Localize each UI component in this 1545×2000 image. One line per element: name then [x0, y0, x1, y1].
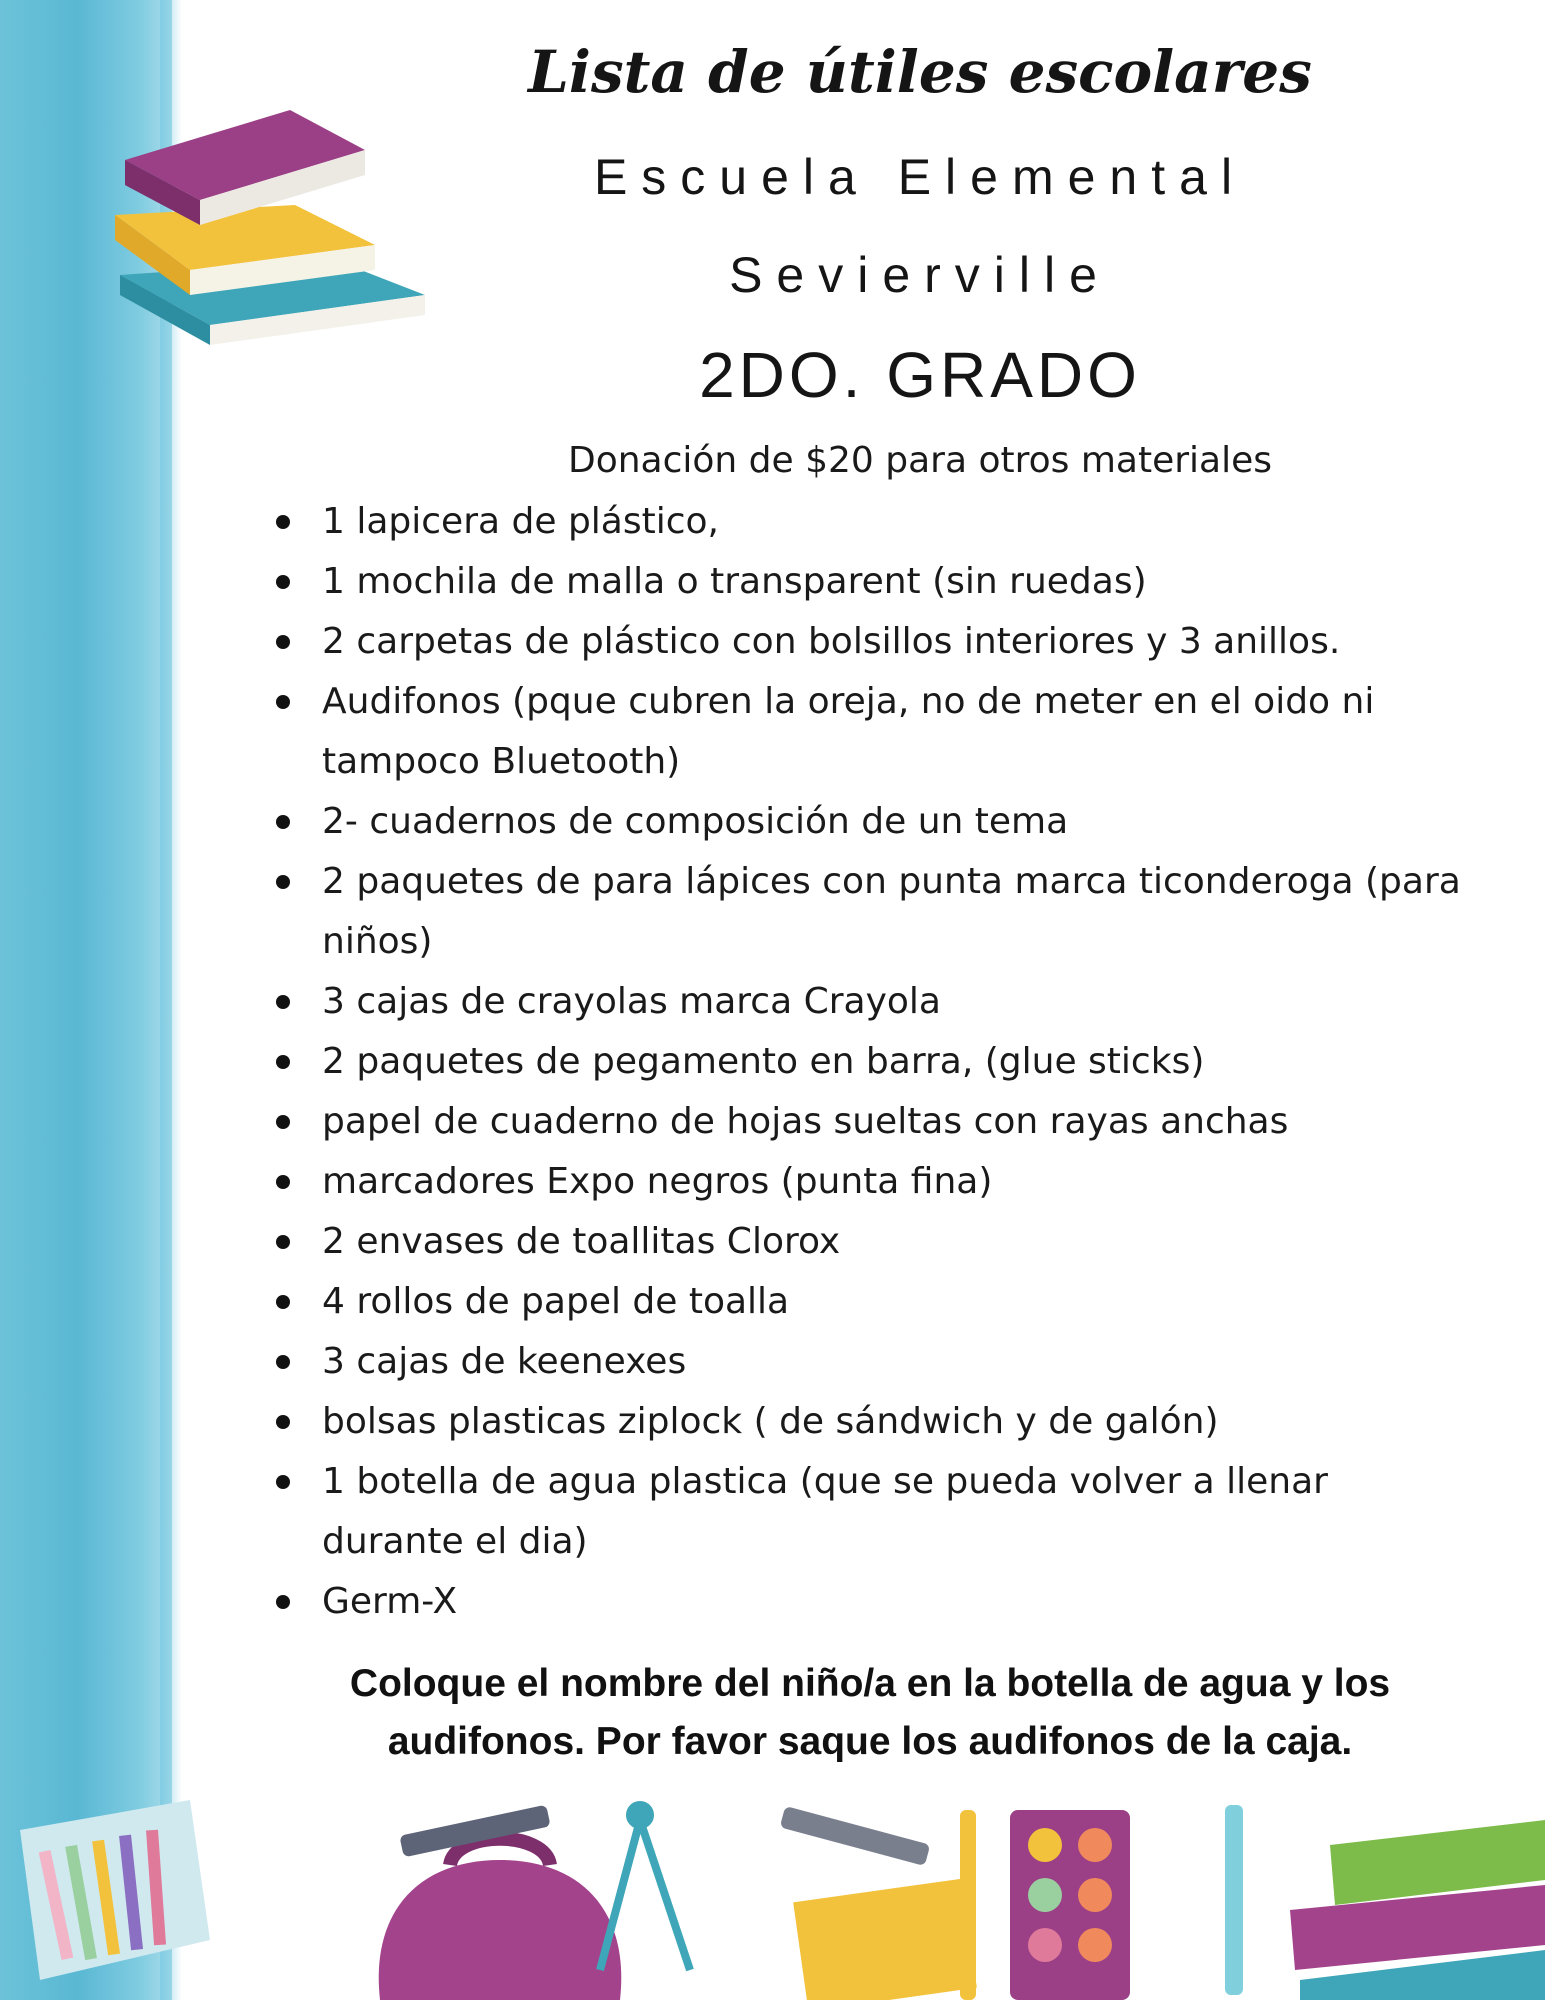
labeling-instruction: Coloque el nombre del niño/a en la botella de agua y los audifonos. Por favor saque los audifonos de la caja.	[349, 1662, 1391, 1763]
list-item: marcadores Expo negros (punta fina)	[270, 1152, 1470, 1212]
grade-heading: 2DO. GRADO	[699, 339, 1141, 411]
list-item: papel de cuaderno de hojas sueltas con rayas anchas	[270, 1092, 1470, 1152]
paint-palette-icon	[1010, 1810, 1130, 2000]
school-name-line1: Escuela Elemental	[593, 149, 1247, 205]
list-item: 3 cajas de keenexes	[270, 1332, 1470, 1392]
backpack-icon	[379, 1839, 622, 2000]
school-supplies-illustration	[0, 1790, 1545, 2000]
pencil-case-icon	[20, 1800, 210, 1980]
list-item: 2 paquetes de pegamento en barra, (glue sticks)	[270, 1032, 1470, 1092]
school-name-line2: Sevierville	[729, 247, 1111, 303]
list-item: Audifonos (pque cubren la oreja, no de meter en el oido ni tampoco Bluetooth)	[270, 672, 1470, 792]
list-item: 1 lapicera de plástico,	[270, 492, 1470, 552]
list-item: 1 botella de agua plastica (que se pueda volver a llenar durante el dia)	[270, 1452, 1470, 1572]
book-stack-right-icon	[1290, 1820, 1545, 2000]
list-item: 4 rollos de papel de toalla	[270, 1272, 1470, 1332]
supply-list	[270, 492, 1470, 1632]
list-item: 2- cuadernos de composición de un tema	[270, 792, 1470, 852]
list-item: bolsas plasticas ziplock ( de sándwich y de galón)	[270, 1392, 1470, 1452]
list-item: Germ-X	[270, 1572, 1470, 1632]
list-item: 2 carpetas de plástico con bolsillos interiores y 3 anillos.	[270, 612, 1470, 672]
list-item: 3 cajas de crayolas marca Crayola	[270, 972, 1470, 1032]
book-stack-illustration	[115, 110, 435, 350]
list-item: 1 mochila de malla o transparent (sin ruedas)	[270, 552, 1470, 612]
list-item: 2 envases de toallitas Clorox	[270, 1212, 1470, 1272]
page-title: Lista de útiles escolares	[528, 38, 1312, 106]
donation-note: Donación de $20 para otros materiales	[567, 440, 1273, 481]
list-item: 2 paquetes de para lápices con punta marca ticonderoga (para niños)	[270, 852, 1470, 972]
